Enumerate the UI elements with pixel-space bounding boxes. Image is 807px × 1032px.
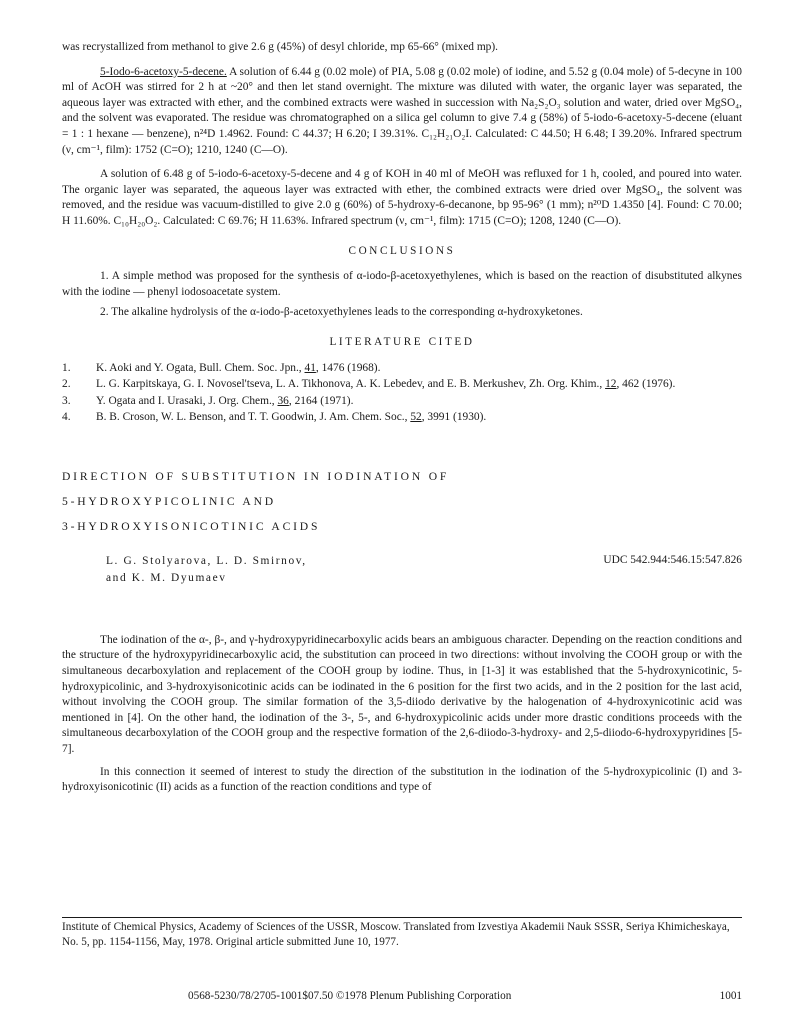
authors: L. G. Stolyarova, L. D. Smirnov, and K. M. Dyumaev [106, 554, 307, 584]
byline [106, 553, 742, 587]
paragraph-text: A solution of 6.44 g (0.02 mole) of PIA, 5.08 g (0.02 mole) of iodine, and 5.52 g (0.04 mole) of 5-decyne in 100 ml of AcOH was stirred for 2 h at ~20° and then let stand overnight. The mixture was diluted with water, the organic layer was separated, the aqueous layer was extracted with ether, and the combined extracts were washed in succession with Na₂S₂O₃ solution and water, dried over MgSO₄, and the solvent was evaporated. The residue was chromatographed on a silica gel column to give 7.4 g (58%) of 5-iodo-6-acetoxy-5-decene (eluant = 1 : 1 hexane — benzene), n²⁴D 1.4962. Found: C 44.37; H 6.20; I 39.31%. C₁₂H₂₁O₂I. Calculated: C 44.50; H 6.48; I 39.20%. Infrared spectrum (ν, cm⁻¹, film): 1752 (C=O); 1210, 1240 (C—O). [62, 65, 742, 156]
reference-item: 3. Y. Ogata and I. Urasaki, J. Org. Chem., 36, 2164 (1971). [62, 394, 354, 407]
conclusions-heading: CONCLUSIONS [348, 244, 456, 257]
copyright-line: 0568-5230/78/2705-1001$07.50 ©1978 Plenum Publishing Corporation [188, 990, 512, 1002]
literature-cited-heading: LITERATURE CITED [329, 335, 475, 348]
reference-list [62, 361, 742, 426]
conclusion-1: 1. A simple method was proposed for the synthesis of α-iodo-β-acetoxyethylenes, which is based on the reaction of disubstituted alkynes with the iodine — phenyl iodosoacetate system. [62, 270, 742, 298]
paragraph-continuation: In this connection it seemed of interest to study the direction of the substitution in the iodination of the 5-hydroxypicolinic (I) and 3-hydroxyisonicotinic (II) acids as a function of the reaction conditions and type of [62, 765, 742, 794]
intro-paragraph: The iodination of the α-, β-, and γ-hydroxypyridinecarboxylic acids bears an ambiguous character. Depending on the reaction conditions and the structure of the hydroxypyridinecarboxylic acid, the substitution can proceed in two directions: without involving the COOH group or with the simultaneous decarboxylation and replacement of the COOH group by iodine. Thus, in [1-3] it was established that the 5-hydroxynicotinic, 5-hydroxypicolinic, and 3-hydroxyisonicotinic acids can be iodinated in the 6 position for the first two acids, and in the 2 position for the last acid, without involving the COOH group. The similar formation of the 3,5-diiodo derivative by the halogenation of 4-hydroxynicotinic acid was mentioned in [4]. On the other hand, the iodination of the 3-, 5-, and 6-hydroxypicolinic acids under more drastic conditions proceeds with the simultaneous decarboxylation of the COOH group and the respective formation of the 2,6-diiodo-3-hydroxy- and 2,5-diiodo-6-hydroxypyridines [5-7]. [62, 633, 742, 756]
article-title: DIRECTION OF SUBSTITUTION IN IODINATION OF 5-HYDROXYPICOLINIC AND 3-HYDROXYISONICOTINIC ACIDS [62, 469, 450, 533]
reference-item: 2. L. G. Karpitskaya, G. I. Novosel'tseva, L. A. Tikhonova, A. K. Lebedev, and E. B. Merkushev, Zh. Org. Khim., 12, 462 (1976). [62, 378, 676, 391]
affiliation-footnote: Institute of Chemical Physics, Academy of Sciences of the USSR, Moscow. Translated from Izvestiya Akademii Nauk SSSR, Seriya Khimicheskaya, No. 5, pp. 1154-1156, May, 1978. Original article submitted June 10, 1977. [62, 917, 742, 950]
page-body [62, 40, 742, 796]
page-number: 1001 [719, 990, 742, 1002]
reference-item: 4. B. B. Croson, W. L. Benson, and T. T. Goodwin, J. Am. Chem. Soc., 52, 3991 (1930). [62, 411, 487, 424]
paragraph-iodo-acetoxy-decene [62, 65, 742, 159]
paragraph-desyl-chloride: was recrystallized from methanol to give 2.6 g (45%) of desyl chloride, mp 65-66° (mixed mp). [62, 41, 499, 53]
conclusion-2: 2. The alkaline hydrolysis of the α-iodo-β-acetoxyethylenes leads to the corresponding α-hydroxyketones. [100, 306, 583, 319]
compound-heading: 5-Iodo-6-acetoxy-5-decene. [100, 65, 227, 78]
reference-item: 1. K. Aoki and Y. Ogata, Bull. Chem. Soc. Jpn., 41, 1476 (1968). [62, 361, 381, 374]
paragraph-hydrolysis: A solution of 6.48 g of 5-iodo-6-acetoxy-5-decene and 4 g of KOH in 40 ml of MeOH was refluxed for 1 h, cooled, and poured into water. The organic layer was separated, the aqueous layer was extracted with ether, the combined extracts were dried over MgSO₄, the solvent was removed, and the residue was vacuum-distilled to give 2.0 g (60%) of 5-hydroxy-6-decanone, bp 95-96° (1 mm); n²⁰D 1.4350 [4]. Found: C 70.00; H 11.60%. C₁₀H₂₀O₂. Calculated: C 69.76; H 11.63%. Infrared spectrum (ν, cm⁻¹, film): 1715 (C=O); 1208, 1240 (C—O). [62, 168, 742, 227]
udc-code: UDC 542.944:546.15:547.826 [603, 553, 742, 566]
